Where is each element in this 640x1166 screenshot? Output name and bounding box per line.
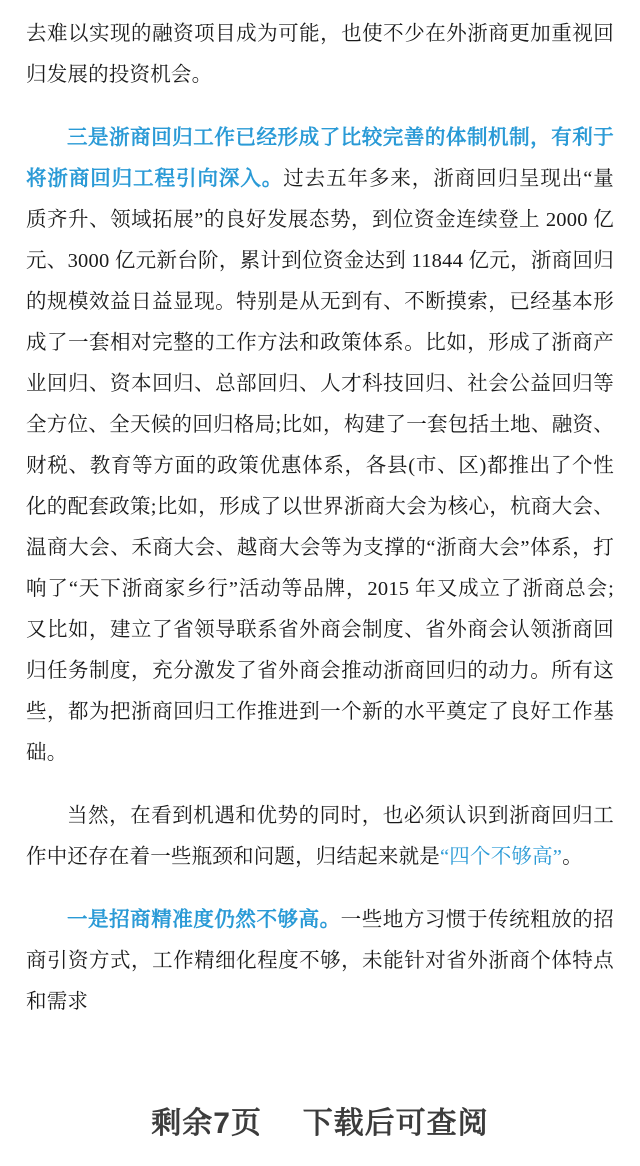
paragraph	[26, 900, 614, 1023]
text-run: 一些地方习惯于传统粗放的招商引资方式，工作精细化程度不够，未能针对省外浙商个体特点和需求	[26, 909, 614, 1013]
highlighted-heading-run: 一是招商精准度仍然不够高。	[67, 909, 341, 931]
text-run: 当然，在看到机遇和优势的同时，也必须认识到浙商回归工作中还存在着一些瓶颈和问题，归结起来就是	[26, 805, 614, 868]
paragraph	[26, 796, 614, 878]
document-body	[26, 14, 614, 1023]
remaining-pages-label: 剩余7页	[151, 1107, 262, 1140]
text-run: 去难以实现的融资项目成为可能，也使不少在外浙商更加重视回归发展的投资机会。	[26, 23, 614, 86]
text-run: 过去五年多来，浙商回归呈现出“量质齐升、领域拓展”的良好发展态势，到位资金连续登上 2000 亿元、3000 亿元新台阶，累计到位资金达到 11844 亿元，浙商回归的规模效益日益显现。特别是从无到有、不断摸索，已经基本形成了一套相对完整的工作方法和政策体系。比如，形成了浙商产业回归、资本回归、总部回归、人才科技回归、社会公益回归等全方位、全天候的回归格局;比如，构建了一套包括土地、融资、财税、教育等方面的政策优惠体系，各县(市、区)都推出了个性化的配套政策;比如，形成了以世界浙商大会为核心，杭商大会、温商大会、禾商大会、越商大会等为支撑的“浙商大会”体系，打响了“天下浙商家乡行”活动等品牌，2015 年又成立了浙商总会;又比如，建立了省领导联系省外商会制度、省外商会认领浙商回归任务制度，充分激发了省外商会推动浙商回归的动力。所有这些，都为把浙商回归工作推进到一个新的水平奠定了良好工作基础。	[26, 168, 614, 764]
highlighted-phrase-run: “四个不够高”	[440, 846, 563, 868]
page-footer	[0, 1098, 640, 1142]
text-run: 。	[562, 846, 583, 868]
download-hint-label[interactable]: 下载后可查阅	[302, 1107, 489, 1140]
paragraph	[26, 14, 614, 96]
highlighted-heading-run: 三是浙商回归工作已经形成了比较完善的体制机制，有利于将浙商回归工程引向深入。	[26, 127, 614, 190]
paragraph	[26, 118, 614, 774]
